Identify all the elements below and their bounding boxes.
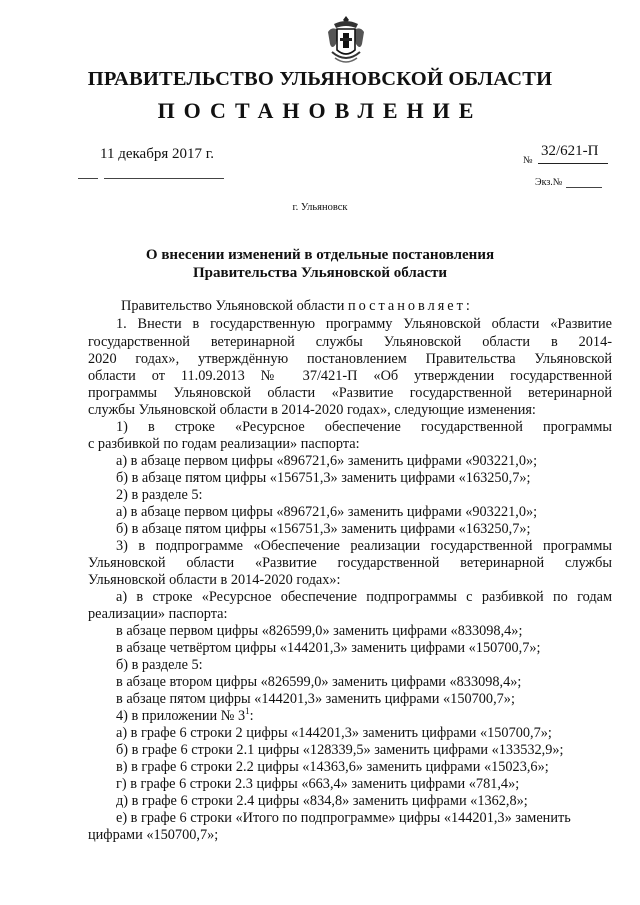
- body-line: 1) в строке «Ресурсное обеспечение государственной программы: [116, 419, 612, 435]
- appendix-superscript: 1: [245, 706, 250, 717]
- document-number: 32/621-П: [541, 143, 599, 159]
- intro-verb: постановляет:: [347, 298, 473, 314]
- copy-number-underline: [566, 187, 602, 188]
- appendix-text: 4) в приложении № 3: [116, 708, 246, 724]
- body-line: программы Ульяновской области «Развитие государственной ветеринарной: [88, 385, 612, 401]
- body-line: в абзаце четвёртом цифры «144201,3» заменить цифрами «150700,7»;: [116, 640, 541, 656]
- body-line: государственной ветеринарной службы Ульяновской области в 2014-: [88, 334, 612, 350]
- body-line: а) в строке «Ресурсное обеспечение подпрограммы с разбивкой по годам: [116, 589, 612, 605]
- body-line: реализации» паспорта:: [88, 606, 228, 622]
- body-line: Ульяновской области в 2014-2020 годах»:: [88, 572, 341, 588]
- body-line: в абзаце втором цифры «826599,0» заменить цифрами «833098,4»;: [116, 674, 522, 690]
- intro-text: Правительство Ульяновской области: [121, 298, 345, 314]
- document-title: [0, 246, 640, 282]
- body-line: а) в абзаце первом цифры «896721,6» заменить цифрами «903221,0»;: [116, 504, 538, 520]
- document-date: 11 декабря 2017 г.: [100, 146, 214, 162]
- body-line: д) в графе 6 строки 2.4 цифры «834,8» заменить цифрами «1362,8»;: [116, 793, 528, 809]
- body-line: в абзаце пятом цифры «144201,3» заменить цифрами «150700,7»;: [116, 691, 515, 707]
- body-line: 2020 годах», утверждённую постановлением Правительства Ульяновской: [88, 351, 612, 367]
- date-underline: [104, 178, 224, 179]
- body-line: области от 11.09.2013 № 37/421-П «Об утверждении государственной: [88, 368, 612, 384]
- date-underline-left: [78, 178, 98, 179]
- body-line: б) в графе 6 строки 2.1 цифры «128339,5» заменить цифрами «133532,9»;: [116, 742, 564, 758]
- body-line: а) в графе 6 строки 2 цифры «144201,3» заменить цифрами «150700,7»;: [116, 725, 552, 741]
- body-line: [116, 708, 612, 725]
- body-line: а) в абзаце первом цифры «896721,6» заменить цифрами «903221,0»;: [116, 453, 538, 469]
- title-line: О внесении изменений в отдельные постановления: [145, 247, 495, 263]
- body-line: 3) в подпрограмме «Обеспечение реализации государственной программы: [116, 538, 612, 554]
- coat-of-arms-emblem: [326, 14, 366, 66]
- government-heading: ПРАВИТЕЛЬСТВО УЛЬЯНОВСКОЙ ОБЛАСТИ: [87, 68, 553, 90]
- body-line: службы Ульяновской области в 2014-2020 годах», следующие изменения:: [88, 402, 536, 418]
- body-line: с разбивкой по годам реализации» паспорта:: [88, 436, 360, 452]
- body-line: в абзаце первом цифры «826599,0» заменить цифрами «833098,4»;: [116, 623, 523, 639]
- copy-number-label: Экз.№: [535, 177, 563, 188]
- document-type-heading: ПОСТАНОВЛЕНИЕ: [157, 98, 483, 123]
- body-line: б) в разделе 5:: [116, 657, 203, 673]
- body-line: г) в графе 6 строки 2.3 цифры «663,4» заменить цифрами «781,4»;: [116, 776, 520, 792]
- city: г. Ульяновск: [292, 202, 348, 213]
- body-line: 2) в разделе 5:: [116, 487, 203, 503]
- appendix-colon: :: [249, 708, 254, 724]
- title-line: Правительства Ульяновской области: [192, 265, 448, 281]
- body-line: е) в графе 6 строки «Итого по подпрограмме» цифры «144201,3» заменить: [116, 810, 571, 826]
- body-line: б) в абзаце пятом цифры «156751,3» заменить цифрами «163250,7»;: [116, 470, 531, 486]
- body-line: Ульяновской области «Развитие государственной ветеринарной службы: [88, 555, 612, 571]
- body-line: в) в графе 6 строки 2.2 цифры «14363,6» заменить цифрами «15023,6»;: [116, 759, 549, 775]
- body-line: 1. Внести в государственную программу Ульяновской области «Развитие: [116, 316, 612, 332]
- body-line: б) в абзаце пятом цифры «156751,3» заменить цифрами «163250,7»;: [116, 521, 531, 537]
- number-label: №: [523, 155, 533, 166]
- number-underline: [538, 163, 608, 164]
- body-line: цифрами «150700,7»;: [88, 827, 219, 843]
- intro-paragraph: [121, 298, 612, 315]
